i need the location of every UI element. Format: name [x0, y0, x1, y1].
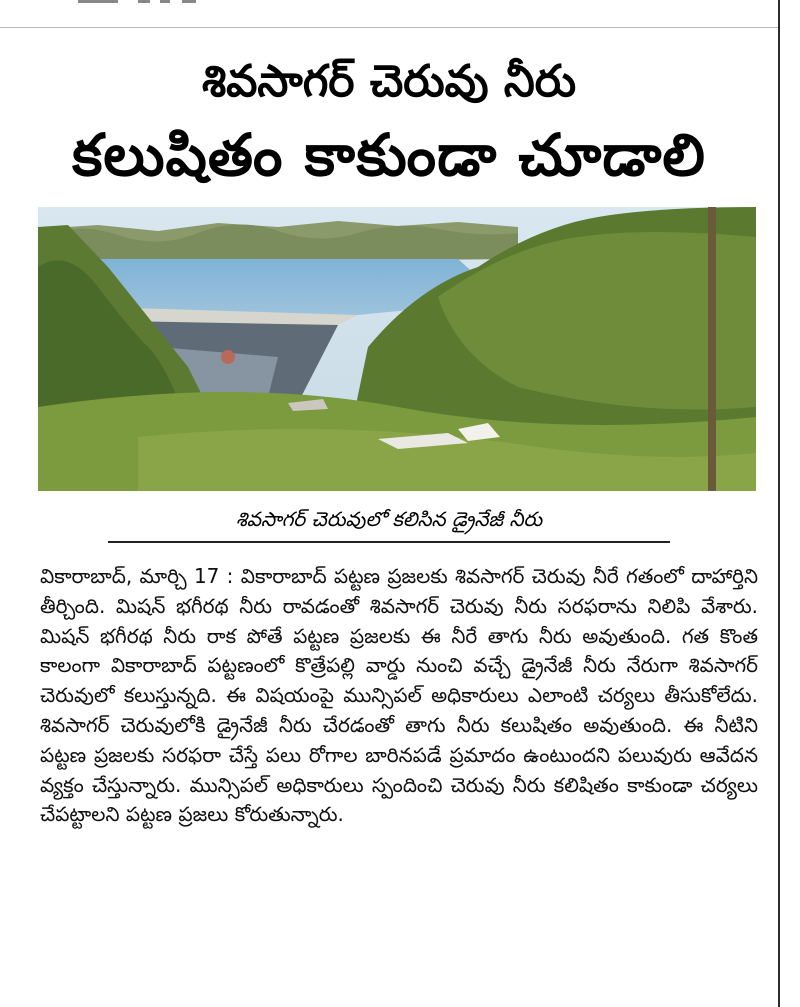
- lake-photo: [38, 207, 756, 491]
- article-dateline: వికారాబాద్, మార్చి 17 :: [40, 564, 234, 588]
- caption-underline: [108, 541, 670, 543]
- headline-line-1: శివసాగర్ చెరువు నీరు: [201, 56, 577, 107]
- article-body-text: వికారాబాద్ పట్టణ ప్రజలకు శివసాగర్ చెరువు నీరే గతంలో దాహార్తిని తీర్చింది. మిషన్ భగీరథ నీరు రావడంతో శివసాగర్ చెరువు నీరు సరఫరాను నిలిపి వేశారు. మిషన్ భగీరథ నీరు రాక పోతే పట్టణ ప్రజలకు ఈ నీరే తాగు నీరు అవుతుంది. గత కొంత కాలంగా వికారాబాద్ పట్టణంలో కొత్రేపల్లి వార్డు నుంచి వచ్చే డ్రైనేజీ నీరు నేరుగా శివసాగర్ చెరువులో కలుస్తున్నది. ఈ విషయంపై మున్సిపల్ అధికారులు ఎలాంటి చర్యలు తీసుకోలేదు. శివసాగర్ చెరువులోకి డ్రైనేజీ నీరు చేరడంతో తాగు నీరు కలుషితం అవుతుంది. ఈ నీటిని పట్టణ ప్రజలకు సరఫరా చేస్తే పలు రోగాల బారినపడే ప్రమాదం ఉంటుందని పలువురు ఆవేదన వ్యక్తం చేస్తున్నారు. మున్సిపల్ అధికారులు స్పందించి చెరువు నీరు కలిషితం కాకుండా చర్యలు చేపట్టాలని పట్టణ ప్రజలు కోరుతున్నారు.: [40, 564, 759, 827]
- clipping-top-marks: [78, 0, 198, 6]
- clipping-right-border: [778, 0, 780, 1007]
- top-divider: [0, 27, 778, 28]
- article-body: [40, 562, 758, 830]
- photo-caption: శివసాగర్ చెరువులో కలిసిన డ్రైనేజీ నీరు: [235, 507, 543, 531]
- headline-line-2: కలుషితం కాకుండా చూడాలి: [72, 121, 706, 189]
